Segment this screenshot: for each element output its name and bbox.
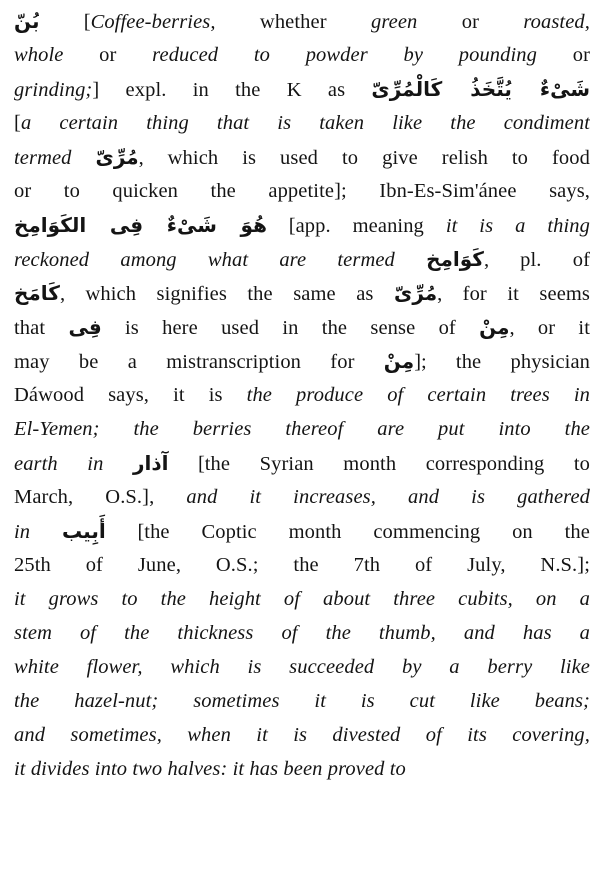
arabic-term: مِنْ: [383, 349, 415, 373]
italic-text: termed: [14, 147, 96, 169]
arabic-term: فِى: [68, 315, 102, 339]
text-line: [14, 242, 590, 276]
italic-text: in: [14, 521, 62, 543]
text-line: [14, 684, 590, 718]
italic-text: the hazel-nut; sometimes it is cut like beans;: [14, 690, 590, 712]
italic-text: grinding;: [14, 79, 93, 101]
text-run: ]; the physician: [414, 351, 590, 373]
text-run: , pl. of: [483, 249, 590, 271]
text-line: [14, 174, 590, 208]
text-run: March, O.S.],: [14, 486, 187, 508]
text-run: is here used in the sense of: [101, 317, 480, 339]
text-run: ] expl. in the K as: [92, 79, 372, 101]
italic-text: it is a thing: [445, 215, 590, 237]
text-run: or: [63, 44, 153, 66]
arabic-term: مُرِّىّ: [95, 145, 139, 169]
arabic-term: مُرِّىّ: [393, 281, 438, 305]
italic-text: El-Yemen; the berries thereof are put into the: [14, 418, 590, 440]
italic-text: and it increases, and is gathered: [186, 486, 590, 508]
text-line: [14, 752, 590, 786]
arabic-term: بُنّ: [14, 9, 40, 33]
italic-text: Coffee-berries,: [90, 11, 216, 33]
text-line: [14, 4, 590, 38]
italic-text: whole: [14, 44, 64, 66]
italic-text: it divides into two halves: it has been proved to: [14, 758, 406, 780]
text-run: , for it seems: [437, 283, 590, 305]
text-line: [14, 106, 590, 140]
text-run: [: [39, 11, 91, 33]
text-run: or: [537, 44, 590, 66]
arabic-term: مِنْ: [479, 315, 510, 339]
italic-text: stem of the thickness of the thumb, and has a: [14, 622, 590, 644]
text-line: [14, 480, 590, 514]
italic-text: a certain thing that is taken like the condiment: [20, 112, 590, 134]
arabic-term: شَىْءٌ يُتَّخَذُ كَالْمُرِّىّ: [371, 77, 590, 101]
text-run: [: [14, 112, 21, 134]
text-run: [the Coptic month commencing on the: [105, 521, 590, 543]
text-line: [14, 412, 590, 446]
arabic-term: كَامَخ: [14, 281, 60, 305]
text-line: [14, 582, 590, 616]
arabic-term: كَوَامِخ: [426, 247, 484, 271]
text-run: 25th of June, O.S.; the 7th of July, N.S.];: [14, 554, 590, 576]
text-run: that: [14, 317, 69, 339]
text-line: [14, 344, 590, 378]
text-run: or: [417, 11, 524, 33]
text-line: [14, 140, 590, 174]
text-line: [14, 650, 590, 684]
text-run: may be a mistranscription for: [14, 351, 384, 373]
text-run: [app. meaning: [266, 215, 446, 237]
text-line: [14, 276, 590, 310]
text-line: [14, 72, 590, 106]
text-line: [14, 616, 590, 650]
text-line: [14, 548, 590, 582]
text-line: [14, 718, 590, 752]
text-run: , which signifies the same as: [59, 283, 394, 305]
text-line: [14, 310, 590, 344]
text-line: [14, 378, 590, 412]
text-line: [14, 446, 590, 480]
text-run: Dáwood says, it is: [14, 384, 247, 406]
text-run: or to quicken the appetite]; Ibn-Es-Sim'ánee says,: [14, 180, 590, 202]
italic-text: reckoned among what are termed: [14, 249, 427, 271]
italic-text: green: [370, 11, 418, 33]
arabic-term: أَبِيب: [62, 519, 106, 543]
italic-text: roasted,: [523, 11, 590, 33]
text-run: , which is used to give relish to food: [138, 147, 590, 169]
italic-text: white flower, which is succeeded by a berry like: [14, 656, 590, 678]
text-run: [the Syrian month corresponding to: [168, 453, 590, 475]
text-line: [14, 514, 590, 548]
arabic-term: هُوَ شَىْءٌ فِى الكَوَامِخ: [14, 213, 267, 237]
text-line: [14, 208, 590, 242]
italic-text: it grows to the height of about three cubits, on a: [14, 588, 590, 610]
text-line: [14, 38, 590, 72]
text-run: whether: [215, 11, 371, 33]
italic-text: the produce of certain trees in: [246, 384, 590, 406]
text-run: , or it: [509, 317, 590, 339]
italic-text: and sometimes, when it is divested of its covering,: [14, 724, 590, 746]
italic-text: earth in: [14, 453, 133, 475]
arabic-term: آذار: [133, 451, 169, 475]
italic-text: reduced to powder by pounding: [152, 44, 538, 66]
